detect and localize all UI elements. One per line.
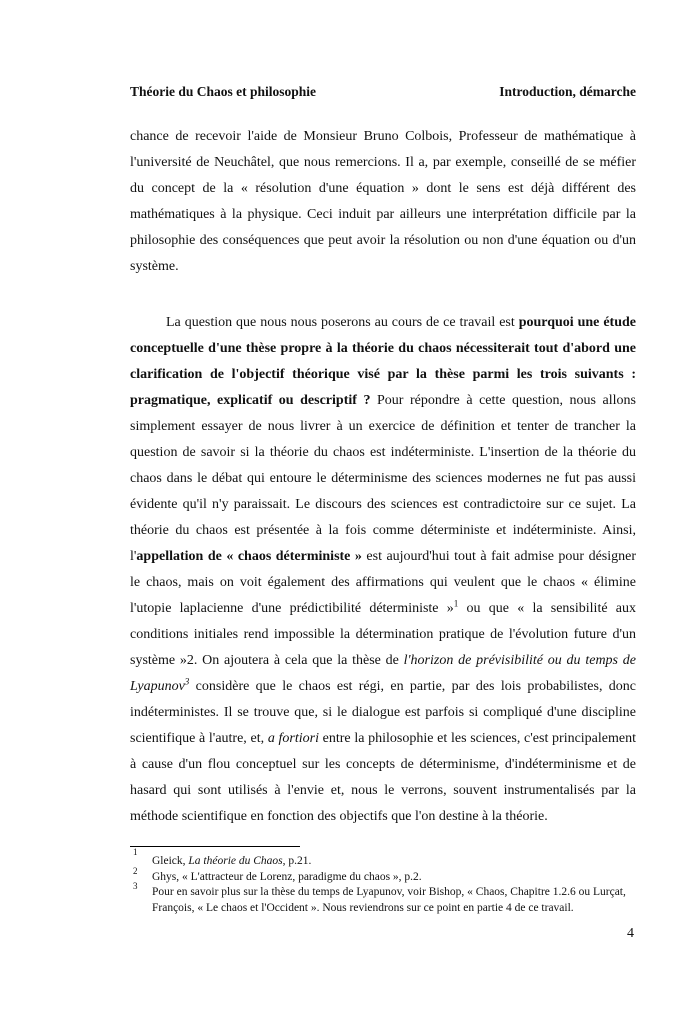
footnote-item: 1 Gleick, La théorie du Chaos, p.21. bbox=[133, 847, 312, 867]
text-run: Pour en savoir plus sur la thèse du temps de Lyapunov, voir Bishop, « Chaos, Chapitre 1.2.6 ou Lurçat, François, « Le chaos et l'Occident ». Nous reviendrons sur ce point en partie 4 de ce travail. bbox=[152, 886, 626, 914]
text-run: est aujourd'hui tout à fait admise pour désigner le chaos, mais on voit également des affirmations qui veulent que le chaos « élimine l'utopie laplacienne d'une prédictibilité déterministe » bbox=[130, 549, 637, 616]
text-run: Ghys, « L'attracteur de Lorenz, paradigme du chaos », p.2. bbox=[152, 870, 422, 883]
paragraph bbox=[130, 310, 636, 830]
header-right-section: Introduction, démarche bbox=[499, 84, 636, 99]
text-run: pourquoi une étude conceptuelle d'une thèse propre à la théorie du chaos nécessiterait tout d'abord une clarification de l'objectif théorique visé par la thèse parmi les trois suivants : pragmatique, explicatif ou descriptif ? bbox=[130, 315, 636, 408]
text-run: chance de recevoir l'aide de Monsieur Bruno Colbois, Professeur de mathématique à l'université de Neuchâtel, que nous remercions. Il a, par exemple, conseillé de se méfier du concept de la « résolution d'une équation » dont le sens est déjà différent des mathématiques à la physique. Ceci induit par ailleurs une interprétation difficile par la philosophie des conséquences que peut avoir la résolution ou non d'une équation ou d'un système. bbox=[130, 129, 636, 274]
footnotes-list bbox=[130, 847, 636, 916]
text-run: ou que « la sensibilité aux conditions initiales rend impossible la détermination pratique de l'évolution future d'un système »2. On ajoutera à cela que la thèse de bbox=[130, 601, 636, 668]
footnote-text bbox=[152, 871, 422, 883]
page-header bbox=[130, 84, 636, 100]
text-run: 3 bbox=[184, 676, 190, 687]
page-content bbox=[130, 84, 636, 916]
text-run: , p.21. bbox=[282, 855, 312, 867]
text-run: l'horizon de prévisibilité ou du temps de Lyapunov bbox=[130, 653, 637, 694]
text-run: Gleick, bbox=[152, 855, 189, 867]
text-run: Pour répondre à cette question, nous allons simplement essayer de nous livrer à un exercice de définition et tenter de trancher la question de savoir si la théorie du chaos est indéterministe. L'insertion de la théorie du chaos dans le débat qui entoure le déterminisme des sciences modernes ne fut pas aussi évidente qu'il n'y paraissait. Le discours des sciences est contradictoire sur ce sujet. La théorie du chaos est présentée à la fois comme déterministe et indéterministe. Ainsi, l' bbox=[130, 393, 636, 564]
body-paragraphs bbox=[130, 124, 636, 830]
paragraph bbox=[130, 124, 636, 280]
footnote-item: 3 Pour en savoir plus sur la thèse du temps de Lyapunov, voir Bishop, « Chaos, Chapitre 1.2.6 ou Lurçat, François, « Le chaos et l'Occident ». Nous reviendrons sur ce point en partie 4 de ce travail. bbox=[133, 881, 626, 914]
page-number: 4 bbox=[627, 926, 634, 941]
footnote-text bbox=[152, 855, 311, 867]
footnote-separator bbox=[130, 846, 300, 847]
header-left-title: Théorie du Chaos et philosophie bbox=[130, 84, 317, 99]
text-run: 1 bbox=[453, 598, 459, 609]
text-run: a fortiori bbox=[267, 731, 319, 746]
footnote-area bbox=[130, 846, 636, 916]
footnote-item: 2 Ghys, « L'attracteur de Lorenz, paradigme du chaos », p.2. bbox=[133, 865, 422, 883]
text-run: La théorie du Chaos bbox=[188, 855, 283, 867]
text-run: appellation de « chaos déterministe » bbox=[136, 549, 362, 564]
text-run: entre la philosophie et les sciences, c'est principalement à cause d'un flou conceptuel sur les concepts de déterminisme, d'indéterminisme et de hasard qui sont utilisés à l'envie et, nous le verrons, souvent instrumentalisés par la méthode scientifique en fonction des objectifs que l'on destine à la théorie. bbox=[130, 731, 636, 824]
text-run: La question que nous nous poserons au cours de ce travail est bbox=[166, 315, 519, 330]
text-run: considère que le chaos est régi, en partie, par des lois probabilistes, donc indéterministes. Il se trouve que, si le dialogue est parfois si compliqué d'une discipline scientifique à l'autre, et, bbox=[130, 679, 636, 746]
footnote-text bbox=[152, 886, 626, 914]
